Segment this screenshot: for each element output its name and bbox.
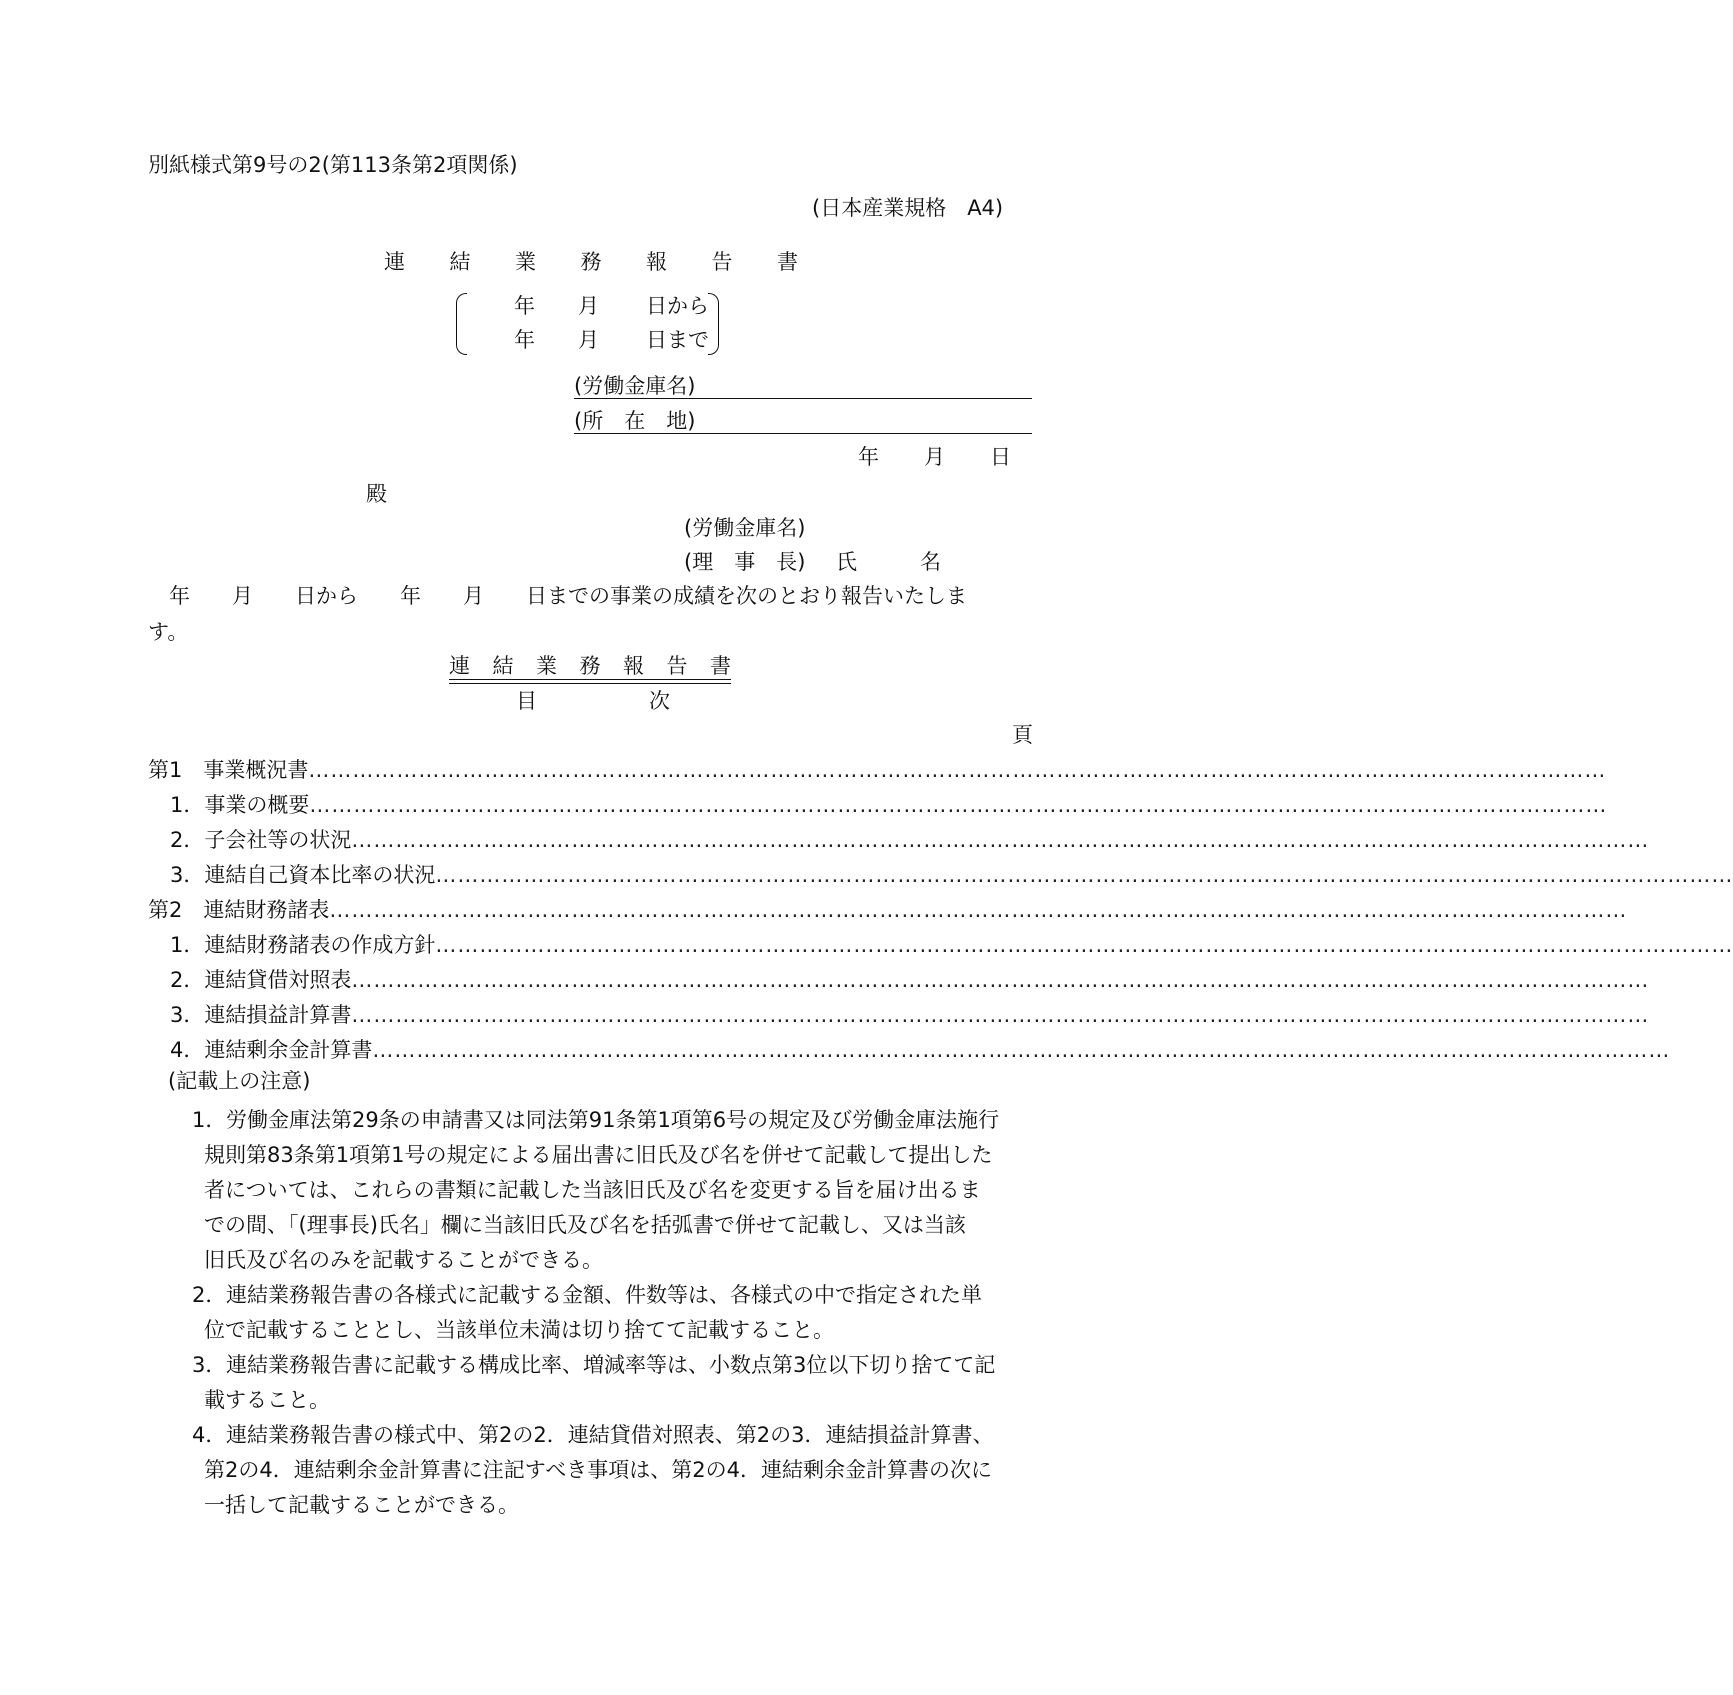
body-text-line-2: す。 <box>148 620 189 644</box>
toc-leader-dots: …………………………………………………………………………………………………………………………………………………………… <box>308 758 1607 782</box>
toc-item <box>148 1002 1650 1028</box>
note-text-line: 一括して記載することができる。 <box>204 1493 519 1517</box>
heading-char: 書 <box>710 654 731 678</box>
heading-char: 業 <box>515 250 536 274</box>
toc-heading <box>516 688 670 714</box>
note-text-line: 第2の4．連結剰余金計算書に注記すべき事項は、第2の4．連結剰余金計算書の次に <box>204 1458 993 1482</box>
toc-leader-dots: …………………………………………………………………………………………………………………………………………………………… <box>435 863 1733 887</box>
toc-item <box>148 897 1628 923</box>
header-location-field: (所 在 地) <box>574 409 696 433</box>
heading-char: 連 <box>449 654 470 678</box>
period-from-month: 月 <box>578 294 599 318</box>
note-text-line: 載すること。 <box>204 1388 330 1412</box>
heading-char: 連 <box>384 250 405 274</box>
toc-item <box>148 1037 1671 1063</box>
note-number: 2． <box>192 1283 227 1307</box>
toc-item <box>148 827 1650 853</box>
note-text-line: 連結業務報告書の各様式に記載する金額、件数等は、各様式の中で指定された単 <box>226 1283 982 1307</box>
right-bracket <box>708 293 719 355</box>
toc-item <box>148 792 1608 818</box>
header-bank-name-field: (労働金庫名) <box>574 374 696 398</box>
toc-leader-dots: …………………………………………………………………………………………………………………………………………………………… <box>351 968 1650 992</box>
toc-item-label: 2．連結貸借対照表 <box>170 968 352 992</box>
toc-item <box>148 862 1733 888</box>
period-to-day: 日まで <box>646 328 709 352</box>
sender-chair-label: (理 事 長) <box>684 550 806 574</box>
left-bracket <box>456 293 467 355</box>
period-from-year: 年 <box>514 294 535 318</box>
heading-char: 報 <box>646 250 667 274</box>
date-year: 年 <box>858 445 879 469</box>
location-underline <box>574 433 1032 434</box>
toc-item <box>148 757 1607 783</box>
heading-char: 告 <box>666 654 688 678</box>
heading-char: 次 <box>649 689 670 713</box>
toc-item <box>148 967 1650 993</box>
toc-item-label: 第2 連結財務諸表 <box>148 898 330 922</box>
heading-char: 目 <box>516 689 537 713</box>
note-text-line: 労働金庫法第29条の申請書又は同法第91条第1項第6号の規定及び労働金庫法施行 <box>226 1108 1000 1132</box>
note-number: 1． <box>192 1108 227 1132</box>
toc-leader-dots: …………………………………………………………………………………………………………………………………………………………… <box>329 898 1628 922</box>
addressee: 殿 <box>366 482 387 506</box>
heading-char: 務 <box>579 654 601 678</box>
toc-title <box>449 653 731 679</box>
paper-size: (日本産業規格 A4) <box>812 196 1004 220</box>
heading-char: 書 <box>777 250 798 274</box>
note-text-line: 者については、これらの書類に記載した当該旧氏及び名を変更する旨を届け出るま <box>204 1178 981 1202</box>
toc-item-label: 3．連結自己資本比率の状況 <box>170 863 436 887</box>
date-month: 月 <box>924 445 945 469</box>
heading-char: 業 <box>536 654 557 678</box>
note-number: 4． <box>192 1423 227 1447</box>
heading-char: 結 <box>492 654 514 678</box>
toc-item-label: 4．連結剰余金計算書 <box>170 1038 373 1062</box>
notes-heading: (記載上の注意) <box>168 1069 311 1093</box>
document-title <box>384 249 798 275</box>
toc-item-label: 2．子会社等の状況 <box>170 828 352 852</box>
period-to-year: 年 <box>514 328 535 352</box>
note-text-line: 旧氏及び名のみを記載することができる。 <box>204 1248 603 1272</box>
toc-item-label: 3．連結損益計算書 <box>170 1003 352 1027</box>
sender-bank-name: (労働金庫名) <box>684 516 806 540</box>
toc-leader-dots: …………………………………………………………………………………………………………………………………………………………… <box>351 828 1650 852</box>
body-text-line-1: 年 月 日から 年 月 日までの事業の成績を次のとおり報告いたしま <box>148 584 967 608</box>
toc-item-label: 1．連結財務諸表の作成方針 <box>170 933 436 957</box>
toc-page-label: 頁 <box>1012 723 1033 747</box>
heading-char: 務 <box>580 250 602 274</box>
toc-leader-dots: …………………………………………………………………………………………………………………………………………………………… <box>309 793 1608 817</box>
toc-item-label: 第1 事業概況書 <box>148 758 309 782</box>
period-from-day: 日から <box>646 294 709 318</box>
toc-leader-dots: …………………………………………………………………………………………………………………………………………………………… <box>372 1038 1671 1062</box>
toc-leader-dots: …………………………………………………………………………………………………………………………………………………………… <box>351 1003 1650 1027</box>
toc-item <box>148 932 1733 958</box>
heading-char: 告 <box>711 250 733 274</box>
bank-name-underline <box>574 398 1032 399</box>
sender-name-label: 氏 名 <box>836 550 941 574</box>
period-to-month: 月 <box>578 328 599 352</box>
heading-char: 報 <box>623 654 644 678</box>
note-text-line: 連結業務報告書に記載する構成比率、増減率等は、小数点第3位以下切り捨てて記 <box>226 1353 996 1377</box>
note-number: 3． <box>192 1353 227 1377</box>
date-day: 日 <box>990 445 1011 469</box>
note-text-line: 連結業務報告書の様式中、第2の2．連結貸借対照表、第2の3．連結損益計算書、 <box>226 1423 994 1447</box>
note-text-line: での間、「(理事長)氏名」欄に当該旧氏及び名を括弧書で併せて記載し、又は当該 <box>204 1213 966 1237</box>
note-text-line: 規則第83条第1項第1号の規定による届出書に旧氏及び名を併せて記載して提出した <box>204 1143 993 1167</box>
toc-leader-dots: …………………………………………………………………………………………………………………………………………………………… <box>435 933 1733 957</box>
toc-title-double-underline <box>449 679 731 684</box>
form-reference: 別紙様式第9号の2(第113条第2項関係) <box>148 153 518 177</box>
note-text-line: 位で記載することとし、当該単位未満は切り捨てて記載すること。 <box>204 1318 834 1342</box>
heading-char: 結 <box>449 250 471 274</box>
toc-item-label: 1．事業の概要 <box>170 793 310 817</box>
